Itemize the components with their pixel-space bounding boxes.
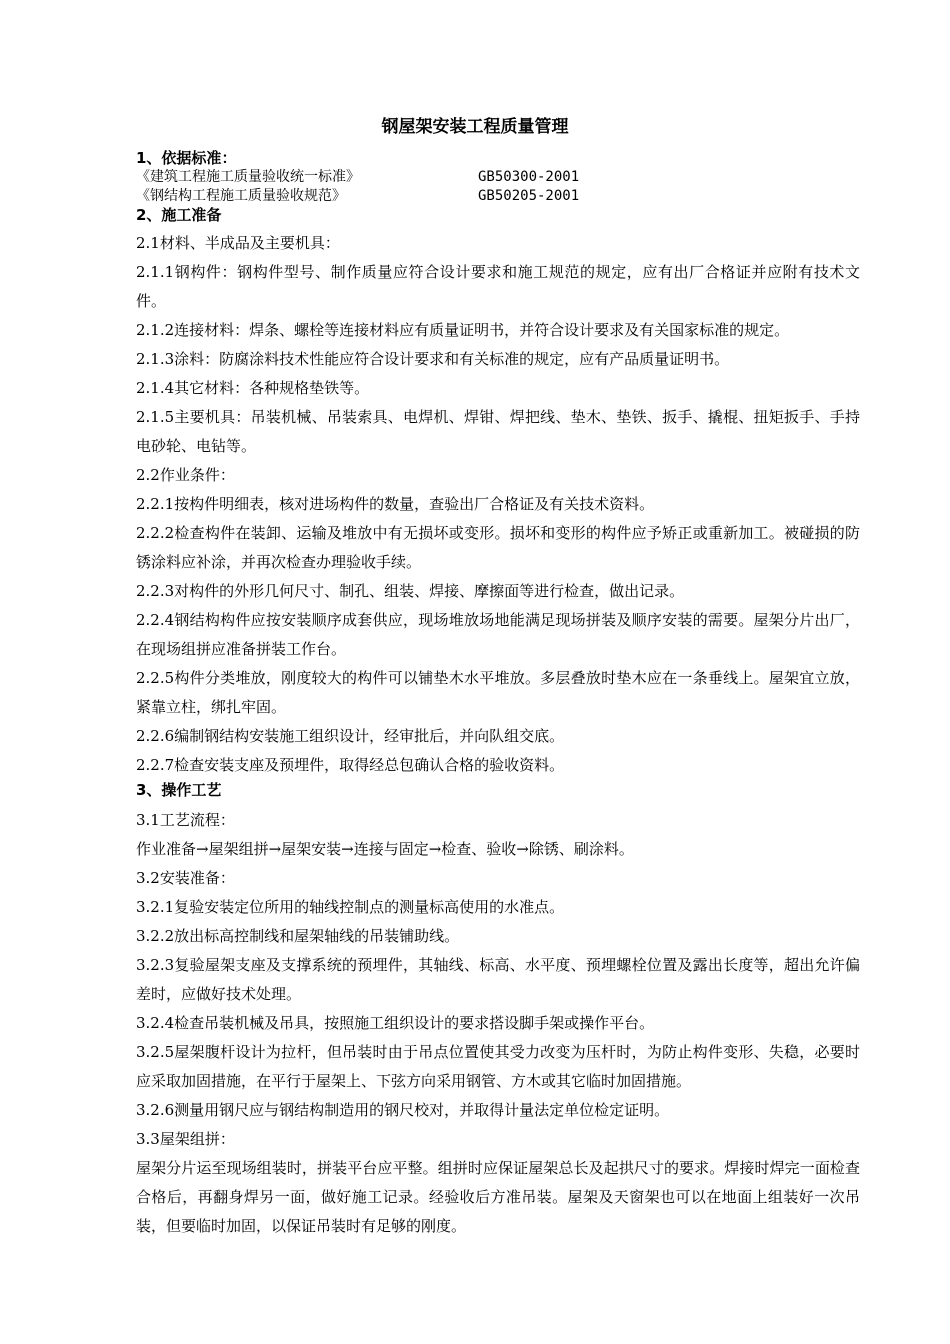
- paragraph: 2.2.2检查构件在装卸、运输及堆放中有无损坏或变形。损坏和变形的构件应予矫正或重新加工。被碰损的防锈涂料应补涂，并再次检查办理验收手续。: [136, 524, 860, 571]
- process-flow: 作业准备→屋架组拼→屋架安装→连接与固定→检查、验收→除锈、刷涂料。: [136, 840, 634, 858]
- paragraph: 2.2.3对构件的外形几何尺寸、制孔、组装、焊接、摩擦面等进行检查，做出记录。: [136, 582, 685, 600]
- paragraph: 3.2安装准备：: [136, 869, 235, 887]
- paragraph: 2.2.5构件分类堆放，刚度较大的构件可以铺垫木水平堆放。多层叠放时垫木应在一条垂线上。屋架宜立放，紧靠立柱，绑扎牢固。: [136, 669, 860, 716]
- paragraph: 2.2.7检查安装支座及预埋件，取得经总包确认合格的验收资料。: [136, 756, 565, 774]
- paragraph: 2.2.1按构件明细表，核对进场构件的数量，查验出厂合格证及有关技术资料。: [136, 495, 655, 513]
- paragraph: 2.2作业条件：: [136, 466, 235, 484]
- section-1-heading: 1、依据标准：: [136, 149, 237, 167]
- paragraph: 2.1.1钢构件：钢构件型号、制作质量应符合设计要求和施工规范的规定，应有出厂合格证并应附有技术文件。: [136, 263, 860, 310]
- paragraph: 3.2.6测量用钢尺应与钢结构制造用的钢尺校对，并取得计量法定单位检定证明。: [136, 1101, 670, 1119]
- paragraph: 2.2.6编制钢结构安装施工组织设计，经审批后，并向队组交底。: [136, 727, 565, 745]
- paragraph: 2.1.5主要机具：吊装机械、吊装索具、电焊机、焊钳、焊把线、垫木、垫铁、扳手、撬棍、扭矩扳手、手持电砂轮、电钻等。: [136, 408, 860, 455]
- paragraph: 2.1.4其它材料：各种规格垫铁等。: [136, 379, 370, 397]
- paragraph: 2.2.4钢结构构件应按安装顺序成套供应，现场堆放场地能满足现场拼装及顺序安装的需要。屋架分片出厂，在现场组拼应准备拼装工作台。: [136, 611, 860, 658]
- paragraph: 3.2.4检查吊装机械及吊具，按照施工组织设计的要求搭设脚手架或操作平台。: [136, 1014, 655, 1032]
- standard-code: GB50300-2001: [478, 169, 580, 185]
- document-title: 钢屋架安装工程质量管理: [381, 117, 569, 137]
- paragraph: 3.2.5屋架腹杆设计为拉杆，但吊装时由于吊点位置使其受力改变为压杆时，为防止构件变形、失稳，必要时应采取加固措施，在平行于屋架上、下弦方向采用钢管、方木或其它临时加固措施。: [136, 1043, 860, 1090]
- standard-name: 《建筑工程施工质量验收统一标准》: [136, 169, 360, 185]
- paragraph: 3.1工艺流程：: [136, 811, 235, 829]
- paragraph: 屋架分片运至现场组装时，拼装平台应平整。组拼时应保证屋架总长及起拱尺寸的要求。焊接时焊完一面检查合格后，再翻身焊另一面，做好施工记录。经验收后方准吊装。屋架及天窗架也可以在地面上组装好一次吊装，但要临时加固，以保证吊装时有足够的刚度。: [136, 1159, 860, 1235]
- paragraph: 2.1.2连接材料：焊条、螺栓等连接材料应有质量证明书，并符合设计要求及有关国家标准的规定。: [136, 321, 790, 339]
- paragraph: 2.1材料、半成品及主要机具：: [136, 234, 340, 252]
- paragraph: 3.3屋架组拼：: [136, 1130, 235, 1148]
- section-3-heading: 3、操作工艺: [136, 781, 222, 799]
- paragraph: 3.2.2放出标高控制线和屋架轴线的吊装铺助线。: [136, 927, 460, 945]
- paragraph: 3.2.3复验屋架支座及支撑系统的预埋件，其轴线、标高、水平度、预埋螺栓位置及露出长度等，超出允许偏差时，应做好技术处理。: [136, 956, 860, 1003]
- paragraph: 3.2.1复验安装定位所用的轴线控制点的测量标高使用的水准点。: [136, 898, 565, 916]
- section-2-heading: 2、施工准备: [136, 206, 222, 224]
- standard-name: 《钢结构工程施工质量验收规范》: [136, 188, 346, 204]
- standard-code: GB50205-2001: [478, 188, 580, 204]
- paragraph: 2.1.3涂料：防腐涂料技术性能应符合设计要求和有关标准的规定，应有产品质量证明书。: [136, 350, 730, 368]
